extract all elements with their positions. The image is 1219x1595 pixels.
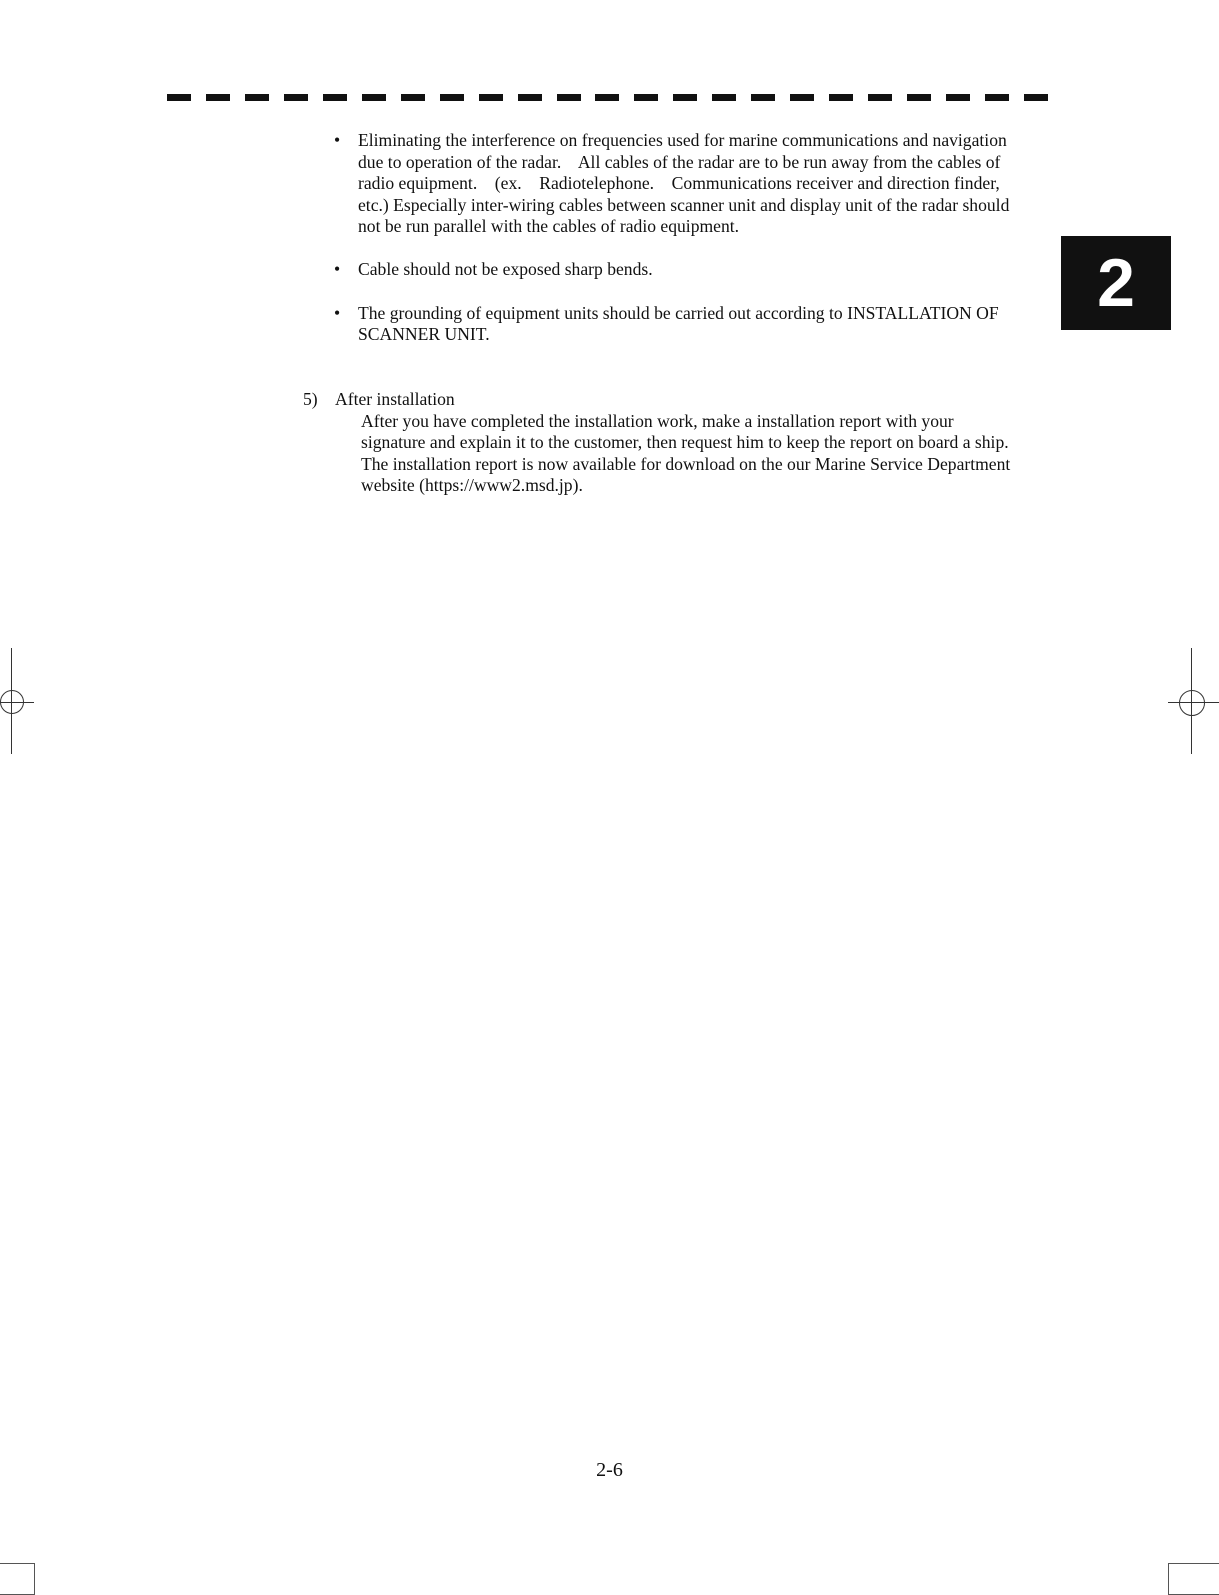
- text-line: The grounding of equipment units should be carried out according to INSTALLATION OF: [358, 302, 999, 323]
- dash: [323, 94, 347, 101]
- corner-mark-bottom-right: [1168, 1563, 1219, 1595]
- dash: [673, 94, 697, 101]
- dash: [868, 94, 892, 101]
- bullet-item: [334, 303, 1054, 346]
- text-line: radio equipment. (ex. Radiotelephone. Communications receiver and direction finder,: [358, 173, 1000, 194]
- section-after-installation: [303, 389, 1063, 497]
- corner-mark-bottom-left: [0, 1563, 35, 1595]
- dash: [206, 94, 230, 101]
- text-line: due to operation of the radar. All cables of the radar are to be run away from the cables of: [358, 151, 1001, 172]
- dash: [946, 94, 970, 101]
- registration-mark-right: [1168, 648, 1219, 754]
- section-heading: [303, 389, 1063, 411]
- dash: [634, 94, 658, 101]
- text-line: not be run parallel with the cables of radio equipment.: [358, 216, 740, 237]
- text-line: After you have completed the installation work, make a installation report with your: [361, 410, 954, 431]
- chapter-tab: 2: [1061, 236, 1171, 330]
- dash: [1024, 94, 1048, 101]
- text-line: signature and explain it to the customer, then request him to keep the report on board a ship.: [361, 432, 1009, 453]
- text-line: SCANNER UNIT.: [358, 324, 490, 345]
- text-line: website (https://www2.msd.jp).: [361, 475, 583, 496]
- section-body: [303, 411, 1063, 497]
- registration-mark-left: [0, 648, 34, 754]
- dash: [907, 94, 931, 101]
- dash: [362, 94, 386, 101]
- dash: [440, 94, 464, 101]
- text-line: etc.) Especially inter-wiring cables between scanner unit and display unit of the radar should: [358, 194, 1010, 215]
- section-number: 5): [303, 389, 318, 409]
- text-line: The installation report is now available for download on the our Marine Service Department: [361, 453, 1011, 474]
- bullet-icon: •: [334, 302, 341, 323]
- dash: [557, 94, 581, 101]
- text-line: Cable should not be exposed sharp bends.: [358, 259, 653, 280]
- dash: [829, 94, 853, 101]
- page-number: 2-6: [596, 1459, 623, 1481]
- dash: [790, 94, 814, 101]
- bullet-icon: •: [334, 259, 341, 280]
- section-title: After installation: [335, 389, 455, 409]
- bullet-item: [334, 130, 1054, 238]
- dash: [518, 94, 542, 101]
- text-line: Eliminating the interference on frequencies used for marine communications and navigation: [358, 130, 1007, 150]
- dash: [751, 94, 775, 101]
- dash: [712, 94, 736, 101]
- dash: [245, 94, 269, 101]
- dash: [985, 94, 1009, 101]
- bullet-list: [334, 130, 1054, 367]
- bullet-icon: •: [334, 130, 341, 150]
- dash: [479, 94, 503, 101]
- dash: [284, 94, 308, 101]
- dashed-header-rule: [167, 94, 1048, 102]
- dash: [595, 94, 619, 101]
- dash: [167, 94, 191, 101]
- bullet-item: [334, 259, 1054, 281]
- dash: [401, 94, 425, 101]
